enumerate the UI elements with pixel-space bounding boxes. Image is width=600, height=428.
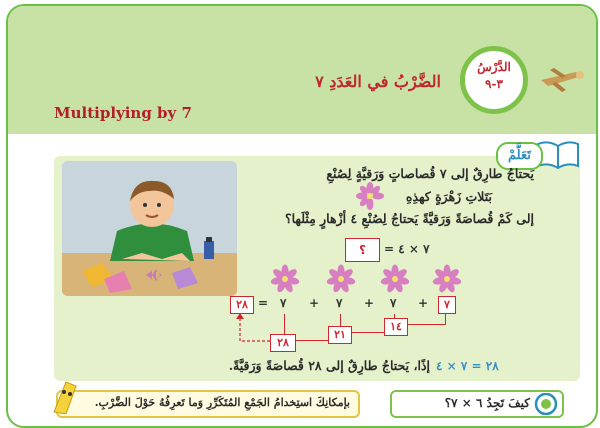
conclusion-equation: ٢٨ = ٧ × ٤ <box>436 359 499 373</box>
speech-icon <box>534 393 558 415</box>
flower-icon <box>380 264 410 294</box>
problem-line-2: بَتَلاتِ زَهْرَةٍ كهذِهِ <box>405 189 492 204</box>
row-plus-3: + <box>418 296 429 310</box>
conclusion-text: إذًا، يَحتاجُ طارِقٌ إلى ٢٨ قُصاصَةً وَرَقيَّةً. <box>228 358 430 373</box>
dashed-arrow <box>230 311 276 347</box>
row-seven-1: ٧ <box>280 296 287 310</box>
partial-sum-21: ٢١ <box>328 326 352 344</box>
arabic-title: الضَّرْبُ في العَدَدِ ٧ <box>315 72 441 91</box>
partial-sum-14: ١٤ <box>384 318 408 336</box>
problem-line-3: إلى كَمْ قُصاصَةً وَرَقيَّةً يَحتاجُ لِصُنْعِ ٤ أزْهارٍ مِثْلَها؟ <box>284 211 534 226</box>
result-box: ٢٨ <box>230 296 254 314</box>
first-seven-box: ٧ <box>438 296 456 314</box>
flower-icon <box>326 264 356 294</box>
answer-box[interactable]: ؟ <box>345 238 380 262</box>
connector <box>445 314 446 324</box>
lesson-page <box>6 4 598 428</box>
lesson-number: ٣-٩ <box>485 77 503 91</box>
row-plus-2: + <box>364 296 375 310</box>
tip-box <box>56 390 360 418</box>
row-plus-1: + <box>309 296 320 310</box>
flower-icon <box>356 182 384 210</box>
flower-icon <box>270 264 300 294</box>
partial-sum-28: ٢٨ <box>270 334 296 352</box>
lesson-label: الدَّرْسُ <box>477 60 511 74</box>
equation-rhs: = ٧ × ٤ <box>384 242 430 256</box>
learn-label: تَعَلَّمْ <box>496 142 543 170</box>
boy-illustration <box>62 161 237 296</box>
question-box <box>390 390 564 418</box>
english-title: Multiplying by 7 <box>54 104 192 122</box>
pencil-character-icon <box>48 378 82 414</box>
flower-icon <box>432 264 462 294</box>
question-text: كيفَ تَجِدُ ٦ × ٧؟ <box>444 396 530 410</box>
airplane-icon <box>536 58 586 98</box>
row-equals: = <box>258 296 269 310</box>
row-seven-2: ٧ <box>336 296 343 310</box>
row-seven-3: ٧ <box>390 296 397 310</box>
tip-text: بإمكانِكَ استِخدامُ الجَمْعِ المُتَكَرِّرِ وَما تَعرِفُهُ حَوْلَ الضَّرْبِ. <box>94 396 350 409</box>
problem-line-1: يَحتاجُ طارِقٌ إلى ٧ قُصاصاتٍ وَرَقيَّةٍ لِصُنْعِ <box>326 166 534 181</box>
lesson-badge <box>460 46 528 114</box>
